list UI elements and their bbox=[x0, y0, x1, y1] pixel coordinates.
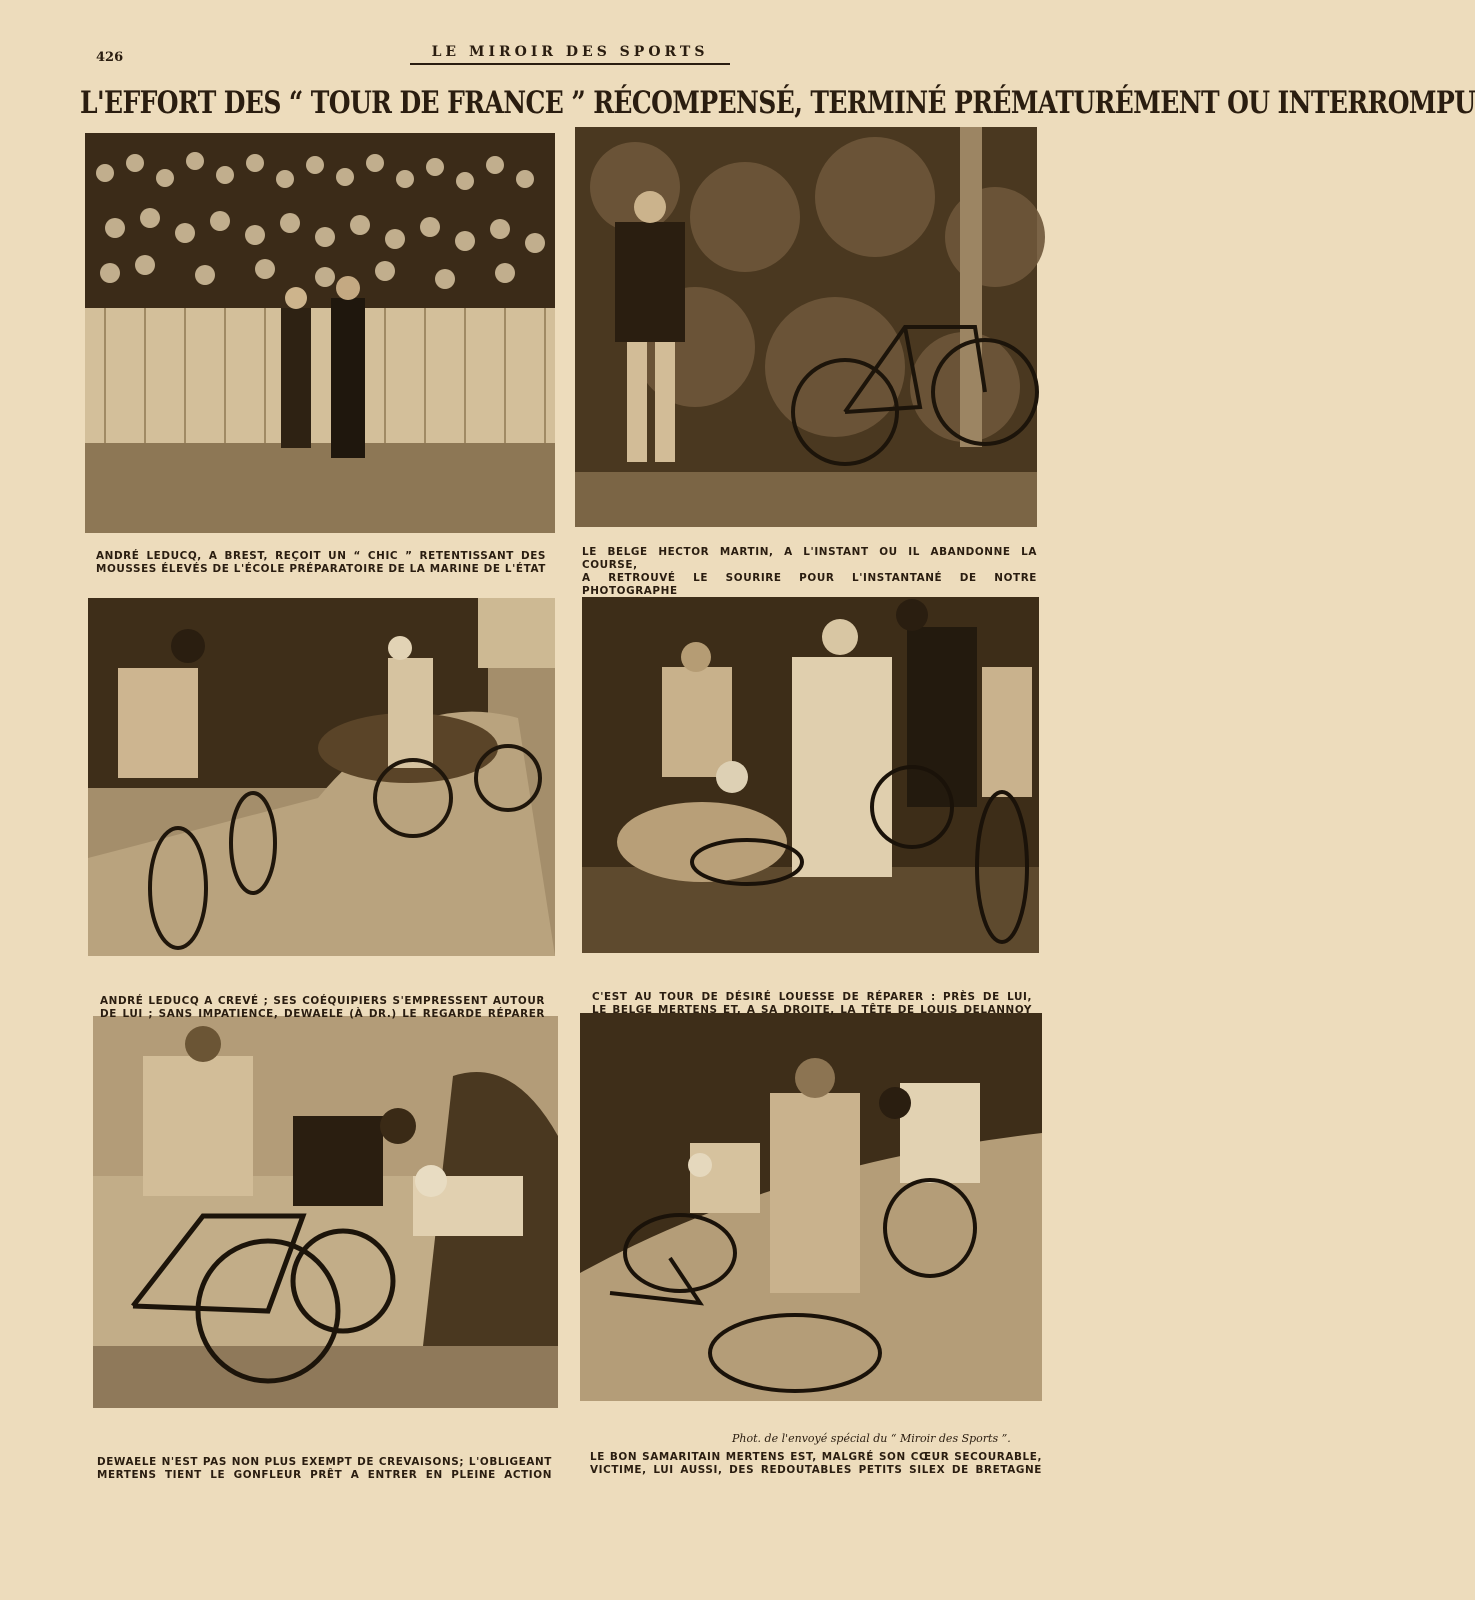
caption-2-line1: LE BELGE HECTOR MARTIN, A L'INSTANT OU IL ABANDONNE LA COURSE, bbox=[582, 546, 1037, 571]
caption-3 bbox=[100, 995, 545, 1021]
caption-4 bbox=[592, 991, 1032, 1017]
photo-leducq-brest bbox=[85, 133, 555, 533]
photo-mertens-samaritain bbox=[580, 1013, 1042, 1401]
caption-6-line1: LE BON SAMARITAIN MERTENS EST, MALGRÉ SON CŒUR SECOURABLE, bbox=[590, 1451, 1042, 1463]
caption-1-line1: ANDRÉ LEDUCQ, A BREST, REÇOIT UN “ CHIC ” RETENTISSANT DES bbox=[96, 550, 546, 562]
caption-3-line1: ANDRÉ LEDUCQ A CREVÉ ; SES COÉQUIPIERS S'EMPRESSENT AUTOUR bbox=[100, 995, 545, 1007]
caption-5-line2: MERTENS TIENT LE GONFLEUR PRÊT A ENTRER EN PLEINE ACTION bbox=[97, 1469, 552, 1481]
caption-1 bbox=[96, 550, 546, 576]
caption-6 bbox=[590, 1451, 1042, 1477]
photo-dewaele-crevaison bbox=[93, 1016, 558, 1408]
caption-5-line1: DEWAELE N'EST PAS NON PLUS EXEMPT DE CREVAISONS; L'OBLIGEANT bbox=[97, 1456, 552, 1468]
masthead: LE MIROIR DES SPORTS bbox=[410, 44, 730, 65]
caption-3-line2: DE LUI ; SANS IMPATIENCE, DEWAELE (À DR.) LE REGARDE RÉPARER bbox=[100, 1008, 545, 1020]
photo-louesse-reparer bbox=[582, 597, 1039, 953]
photo-credit: Phot. de l'envoyé spécial du “ Miroir des Sports ”. bbox=[732, 1432, 1011, 1445]
caption-4-line2: LE BELGE MERTENS ET, A SA DROITE, LA TÊTE DE LOUIS DELANNOY bbox=[592, 1004, 1032, 1016]
headline: L'EFFORT DES “ TOUR DE FRANCE ” RÉCOMPENSÉ, TERMINÉ PRÉMATURÉMENT OU INTERROMPU bbox=[80, 84, 1475, 121]
caption-2-line2: A RETROUVÉ LE SOURIRE POUR L'INSTANTANÉ DE NOTRE PHOTOGRAPHE bbox=[582, 572, 1037, 597]
caption-1-line2: MOUSSES ÉLEVÉS DE L'ÉCOLE PRÉPARATOIRE DE LA MARINE DE L'ÉTAT bbox=[96, 563, 546, 575]
photo-leducq-creve bbox=[88, 598, 555, 956]
page-number: 426 bbox=[96, 50, 124, 65]
photo-hector-martin bbox=[575, 127, 1037, 527]
caption-4-line1: C'EST AU TOUR DE DÉSIRÉ LOUESSE DE RÉPARER : PRÈS DE LUI, bbox=[592, 991, 1032, 1003]
caption-6-line2: VICTIME, LUI AUSSI, DES REDOUTABLES PETITS SILEX DE BRETAGNE bbox=[590, 1464, 1042, 1476]
caption-2 bbox=[582, 546, 1037, 598]
caption-5 bbox=[97, 1456, 552, 1482]
